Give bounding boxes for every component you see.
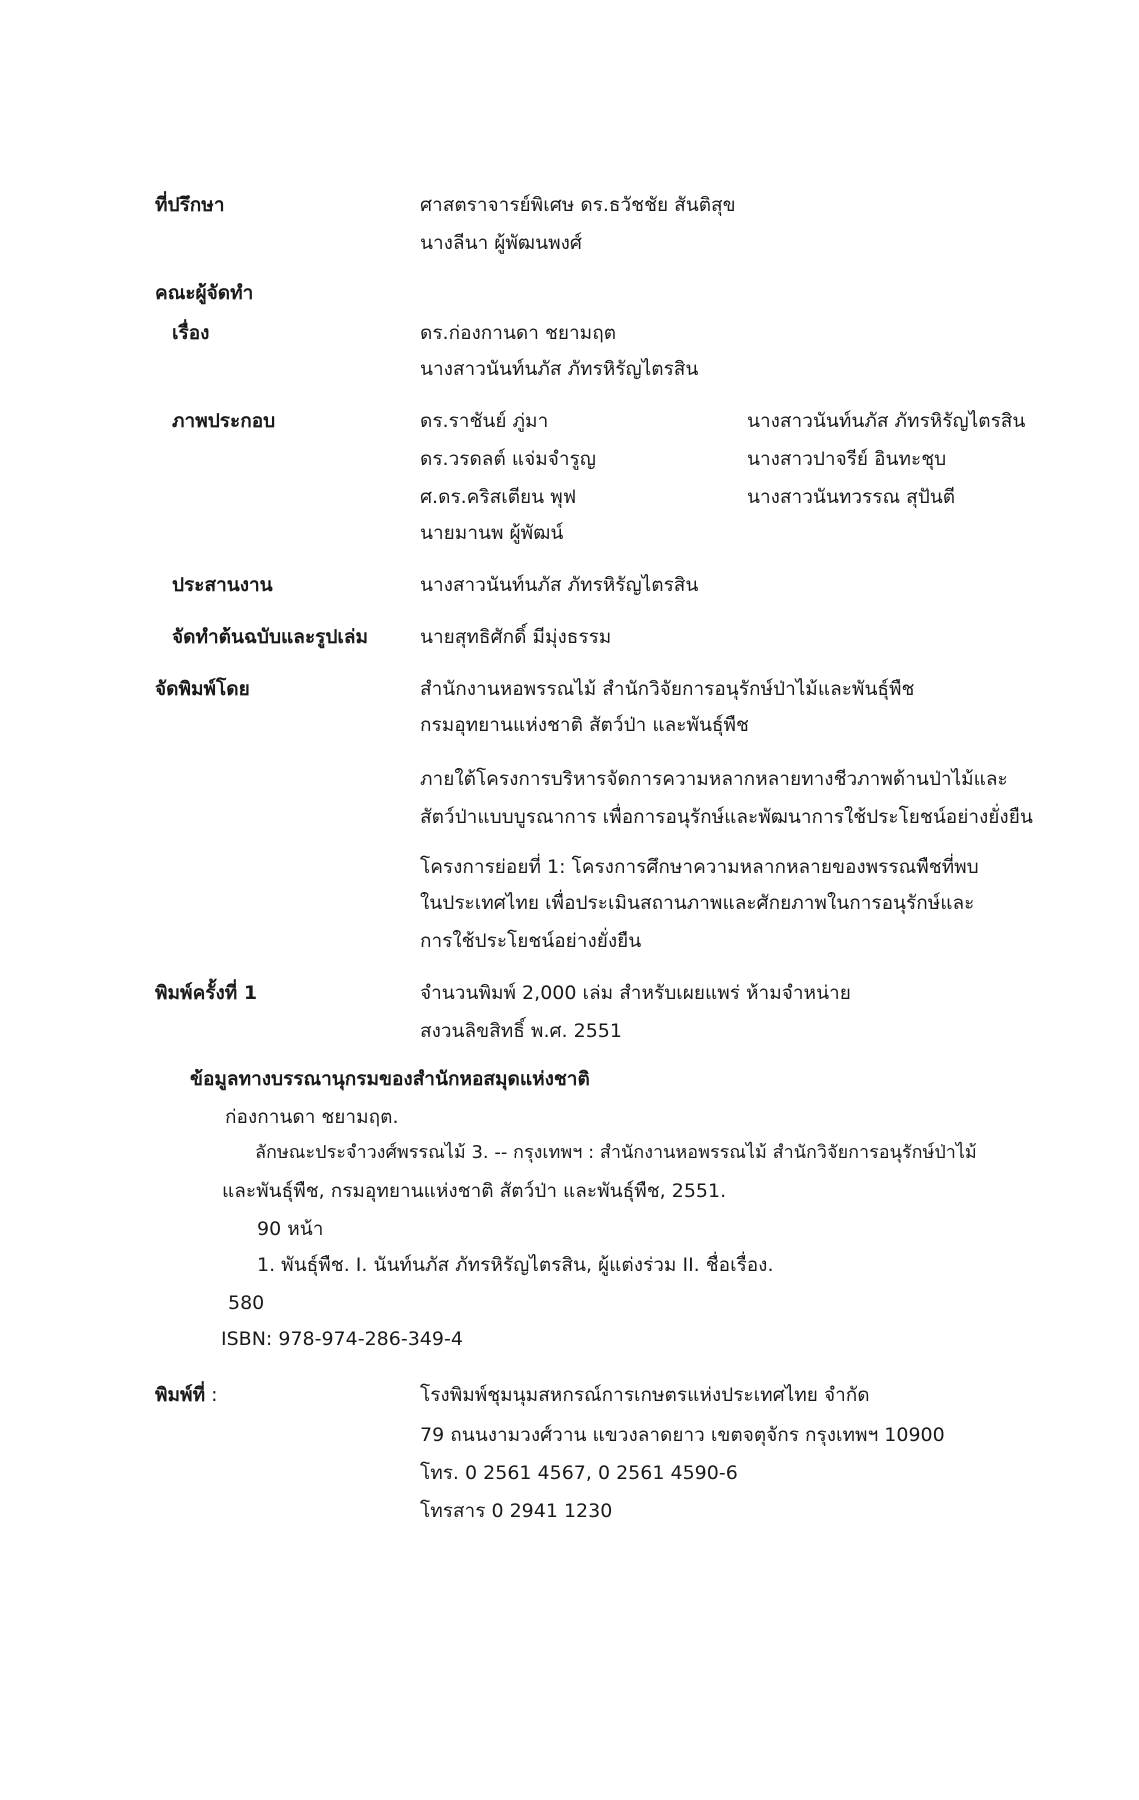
layout-designer-name: นายสุทธิศักดิ์ มีมุ่งธรรม xyxy=(420,626,612,648)
printer-label: พิมพ์ที่ xyxy=(155,1384,206,1406)
edition-line: จำนวนพิมพ์ 2,000 เล่ม สำหรับเผยแพร่ ห้ามจำหน่าย xyxy=(420,982,851,1004)
illustration-label: ภาพประกอบ xyxy=(172,410,276,432)
cip-heading: ข้อมูลทางบรรณานุกรมของสำนักหอสมุดแห่งชาติ xyxy=(190,1068,590,1090)
printer-line: 79 ถนนงามวงศ์วาน แขวงลาดยาว เขตจตุจักร กรุงเทพฯ 10900 xyxy=(420,1424,945,1446)
cip-subjects: 1. พันธุ์พืช. I. นันท์นภัส ภัทรหิรัญไตรสิน, ผู้แต่งร่วม II. ชื่อเรื่อง. xyxy=(257,1254,774,1276)
illustrator-name: นางสาวปาจรีย์ อินทะชุบ xyxy=(747,448,947,470)
advisors-label: ที่ปรึกษา xyxy=(155,194,225,216)
illustrator-name: นางสาวนันท์นภัส ภัทรหิรัญไตรสิน xyxy=(747,410,1026,432)
cip-pages: 90 หน้า xyxy=(257,1218,324,1240)
subproject-line: โครงการย่อยที่ 1: โครงการศึกษาความหลากหลายของพรรณพืชที่พบ xyxy=(420,856,979,878)
story-author: นางสาวนันท์นภัส ภัทรหิรัญไตรสิน xyxy=(420,358,699,380)
subproject-line: การใช้ประโยชน์อย่างยั่งยืน xyxy=(420,930,642,952)
project-line: สัตว์ป่าแบบบูรณาการ เพื่อการอนุรักษ์และพัฒนาการใช้ประโยชน์อย่างยั่งยืน xyxy=(420,806,1033,828)
cip-classification: 580 xyxy=(228,1292,265,1314)
advisor-name: นางลีนา ผู้พัฒนพงศ์ xyxy=(420,232,582,254)
illustrator-name: ดร.ราชันย์ ภู่มา xyxy=(420,410,549,432)
story-author: ดร.ก่องกานดา ชยามฤต xyxy=(420,322,617,344)
publisher-label: จัดพิมพ์โดย xyxy=(155,678,250,700)
printer-line: โทรสาร 0 2941 1230 xyxy=(420,1500,613,1522)
printer-line: โทร. 0 2561 4567, 0 2561 4590-6 xyxy=(420,1462,738,1484)
printer-colon: : xyxy=(211,1384,218,1406)
edition-label: พิมพ์ครั้งที่ 1 xyxy=(155,982,258,1004)
cip-title: ลักษณะประจำวงศ์พรรณไม้ 3. -- กรุงเทพฯ : สำนักงานหอพรรณไม้ สำนักวิจัยการอนุรักษ์ป่าไม้ xyxy=(255,1142,977,1163)
publisher-org-line: กรมอุทยานแห่งชาติ สัตว์ป่า และพันธุ์พืช xyxy=(420,714,749,736)
printer-label-row xyxy=(155,1384,218,1407)
team-label: คณะผู้จัดทำ xyxy=(155,282,254,304)
edition-line: สงวนลิขสิทธิ์ พ.ศ. 2551 xyxy=(420,1020,622,1042)
coordinator-name: นางสาวนันท์นภัส ภัทรหิรัญไตรสิน xyxy=(420,574,699,596)
illustrator-name: นายมานพ ผู้พัฒน์ xyxy=(420,522,564,544)
advisor-name: ศาสตราจารย์พิเศษ ดร.ธวัชชัย สันติสุข xyxy=(420,194,736,216)
cip-isbn: ISBN: 978-974-286-349-4 xyxy=(221,1328,463,1350)
printer-line: โรงพิมพ์ชุมนุมสหกรณ์การเกษตรแห่งประเทศไทย จำกัด xyxy=(420,1384,870,1406)
cip-title: และพันธุ์พืช, กรมอุทยานแห่งชาติ สัตว์ป่า และพันธุ์พืช, 2551. xyxy=(222,1180,727,1202)
coordination-label: ประสานงาน xyxy=(172,574,273,596)
illustrator-name: ดร.วรดลต์ แจ่มจำรูญ xyxy=(420,448,596,470)
subproject-line: ในประเทศไทย เพื่อประเมินสถานภาพและศักยภาพในการอนุรักษ์และ xyxy=(420,892,975,914)
illustrator-name: นางสาวนันทวรรณ สุปันตี xyxy=(747,486,956,508)
story-label: เรื่อง xyxy=(172,322,210,344)
cip-author: ก่องกานดา ชยามฤต. xyxy=(225,1106,399,1128)
layout-label: จัดทำต้นฉบับและรูปเล่ม xyxy=(172,626,369,648)
publisher-org-line: สำนักงานหอพรรณไม้ สำนักวิจัยการอนุรักษ์ป่าไม้และพันธุ์พืช xyxy=(420,678,915,700)
project-line: ภายใต้โครงการบริหารจัดการความหลากหลายทางชีวภาพด้านป่าไม้และ xyxy=(420,768,1008,790)
illustrator-name: ศ.ดร.คริสเตียน พุฟ xyxy=(420,486,577,508)
